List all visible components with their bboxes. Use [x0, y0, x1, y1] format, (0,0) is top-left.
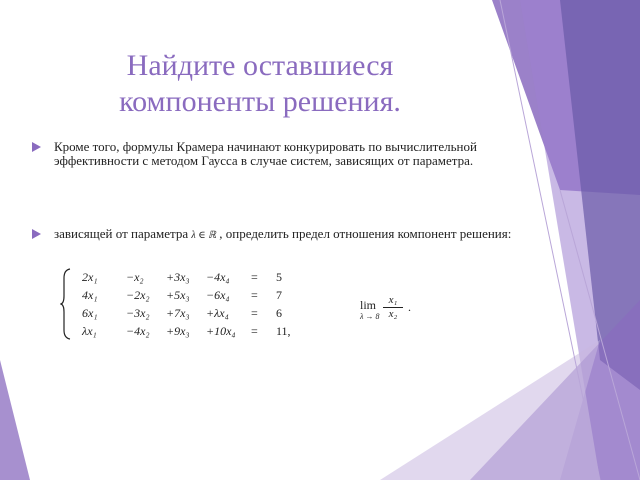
limit-period: .: [408, 300, 411, 314]
term: 2x₁: [82, 270, 98, 284]
equation-system: [60, 268, 300, 340]
term: +9x₃: [166, 324, 190, 338]
bullet-arrow-icon: [32, 142, 41, 152]
slide-title: [60, 48, 460, 120]
rhs-value: 11,: [276, 324, 291, 338]
term: −4x₄: [206, 270, 230, 284]
term: −x₂: [126, 270, 144, 284]
parameter-formula: λ ∈ ℝ: [191, 230, 217, 241]
equals-sign: =: [251, 270, 258, 284]
term: λx₁: [82, 324, 97, 338]
bullet-item-parameter: [32, 227, 552, 243]
fraction-denominator: x₂: [388, 308, 398, 320]
term: +7x₃: [166, 306, 190, 320]
deco-bottom-left: [0, 360, 30, 480]
bullet-text-before: зависящей от параметра: [54, 226, 192, 241]
limit-expression: [360, 294, 420, 328]
equals-sign: =: [251, 324, 258, 338]
term: +λx₄: [206, 306, 229, 320]
bullet-item-cramer: [32, 140, 552, 168]
bullet-arrow-icon: [32, 229, 41, 239]
term: +10x₄: [206, 324, 236, 338]
equals-sign: =: [251, 306, 258, 320]
equation-row: [76, 306, 306, 322]
rhs-value: 5: [276, 270, 282, 284]
term: −4x₂: [126, 324, 150, 338]
equals-sign: =: [251, 288, 258, 302]
bullet-text: [54, 227, 552, 243]
term: +3x₃: [166, 270, 190, 284]
slide-title-line-2: компоненты решения.: [119, 85, 401, 118]
term: −2x₂: [126, 288, 150, 302]
term: +5x₃: [166, 288, 190, 302]
term: 6x₁: [82, 306, 98, 320]
term: −6x₄: [206, 288, 230, 302]
equation-row: [76, 270, 306, 286]
ratio-fraction: [382, 294, 404, 321]
rhs-value: 6: [276, 306, 282, 320]
rhs-value: 7: [276, 288, 282, 302]
limit-word: lim: [360, 298, 377, 312]
bullet-text-after: , определить предел отношения компонент решения:: [216, 226, 512, 241]
slide-title-line-1: Найдите оставшиеся: [126, 49, 394, 82]
term: −3x₂: [126, 306, 150, 320]
fraction-numerator: x₁: [388, 294, 398, 306]
left-brace-icon: [60, 268, 72, 340]
limit-subscript: λ → 8: [360, 312, 380, 321]
term: 4x₁: [82, 288, 98, 302]
equation-row: [76, 288, 306, 304]
equation-row: [76, 324, 306, 340]
bullet-text: Кроме того, формулы Крамера начинают конкурировать по вычислительной эффективности с методом Гаусса в случае систем, зависящих от параметра.: [54, 139, 477, 168]
